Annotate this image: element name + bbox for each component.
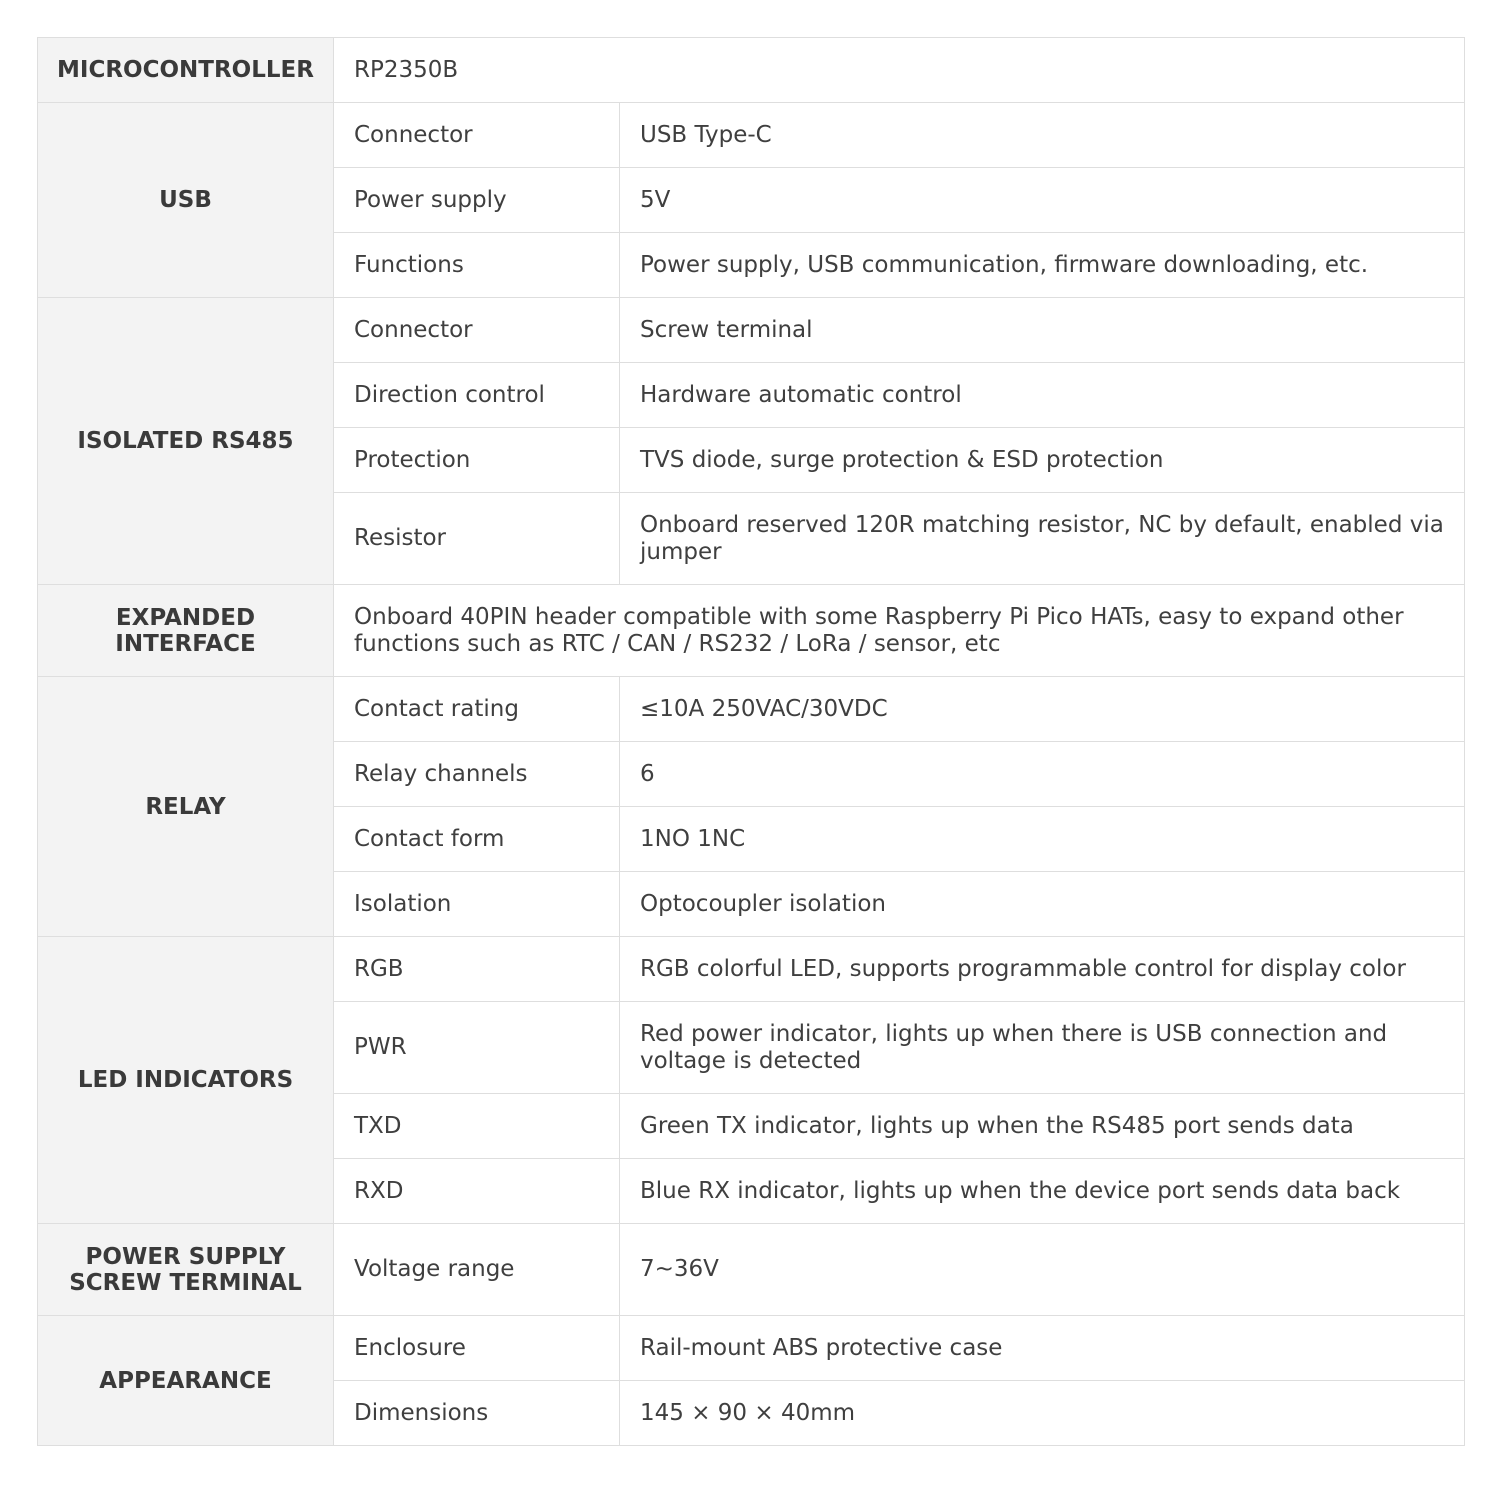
spec-value: Rail-mount ABS protective case <box>620 1316 1465 1381</box>
table-row <box>38 1316 1465 1381</box>
spec-key: Resistor <box>334 493 620 585</box>
category-power-supply-screw-terminal <box>38 1224 334 1316</box>
table-row <box>38 103 1465 168</box>
spec-key: Direction control <box>334 363 620 428</box>
category-rs485: ISOLATED RS485 <box>38 298 334 585</box>
spec-key: RGB <box>334 937 620 1002</box>
spec-value: Screw terminal <box>620 298 1465 363</box>
table-row <box>38 38 1465 103</box>
spec-value: Green TX indicator, lights up when the RS485 port sends data <box>620 1094 1465 1159</box>
category-label-line: EXPANDED <box>115 604 256 631</box>
category-label-line: POWER SUPPLY <box>85 1243 286 1270</box>
category-label-line: INTERFACE <box>115 630 256 657</box>
spec-value: 7~36V <box>620 1224 1465 1316</box>
spec-value: Power supply, USB communication, firmware downloading, etc. <box>620 233 1465 298</box>
spec-key: Contact form <box>334 807 620 872</box>
spec-value: Hardware automatic control <box>620 363 1465 428</box>
table-row <box>38 677 1465 742</box>
category-relay: RELAY <box>38 677 334 937</box>
spec-key: Connector <box>334 298 620 363</box>
spec-value: ≤10A 250VAC/30VDC <box>620 677 1465 742</box>
spec-value: Optocoupler isolation <box>620 872 1465 937</box>
category-microcontroller: MICROCONTROLLER <box>38 38 334 103</box>
spec-value: Blue RX indicator, lights up when the device port sends data back <box>620 1159 1465 1224</box>
spec-key: Relay channels <box>334 742 620 807</box>
spec-key: Dimensions <box>334 1381 620 1446</box>
spec-key: RXD <box>334 1159 620 1224</box>
spec-value: USB Type-C <box>620 103 1465 168</box>
table-row <box>38 298 1465 363</box>
spec-key: PWR <box>334 1002 620 1094</box>
spec-key: Isolation <box>334 872 620 937</box>
spec-value: 1NO 1NC <box>620 807 1465 872</box>
value-expanded-interface: Onboard 40PIN header compatible with some Raspberry Pi Pico HATs, easy to expand other functions such as RTC / CAN / RS232 / LoRa / sensor, etc <box>334 585 1465 677</box>
spec-key: TXD <box>334 1094 620 1159</box>
spec-table <box>37 37 1465 1446</box>
spec-key: Contact rating <box>334 677 620 742</box>
category-usb: USB <box>38 103 334 298</box>
spec-value: TVS diode, surge protection & ESD protection <box>620 428 1465 493</box>
table-row <box>38 585 1465 677</box>
spec-value: RGB colorful LED, supports programmable control for display color <box>620 937 1465 1002</box>
spec-value: 5V <box>620 168 1465 233</box>
spec-value: Onboard reserved 120R matching resistor, NC by default, enabled via jumper <box>620 493 1465 585</box>
spec-key: Voltage range <box>334 1224 620 1316</box>
category-led-indicators: LED INDICATORS <box>38 937 334 1224</box>
table-row <box>38 937 1465 1002</box>
value-microcontroller: RP2350B <box>334 38 1465 103</box>
spec-key: Connector <box>334 103 620 168</box>
category-expanded-interface <box>38 585 334 677</box>
table-row <box>38 1224 1465 1316</box>
spec-value: 145 × 90 × 40mm <box>620 1381 1465 1446</box>
spec-key: Power supply <box>334 168 620 233</box>
spec-key: Protection <box>334 428 620 493</box>
category-label-line: SCREW TERMINAL <box>69 1269 302 1296</box>
spec-key: Enclosure <box>334 1316 620 1381</box>
spec-value: 6 <box>620 742 1465 807</box>
spec-key: Functions <box>334 233 620 298</box>
spec-value: Red power indicator, lights up when there is USB connection and voltage is detected <box>620 1002 1465 1094</box>
category-appearance: APPEARANCE <box>38 1316 334 1446</box>
